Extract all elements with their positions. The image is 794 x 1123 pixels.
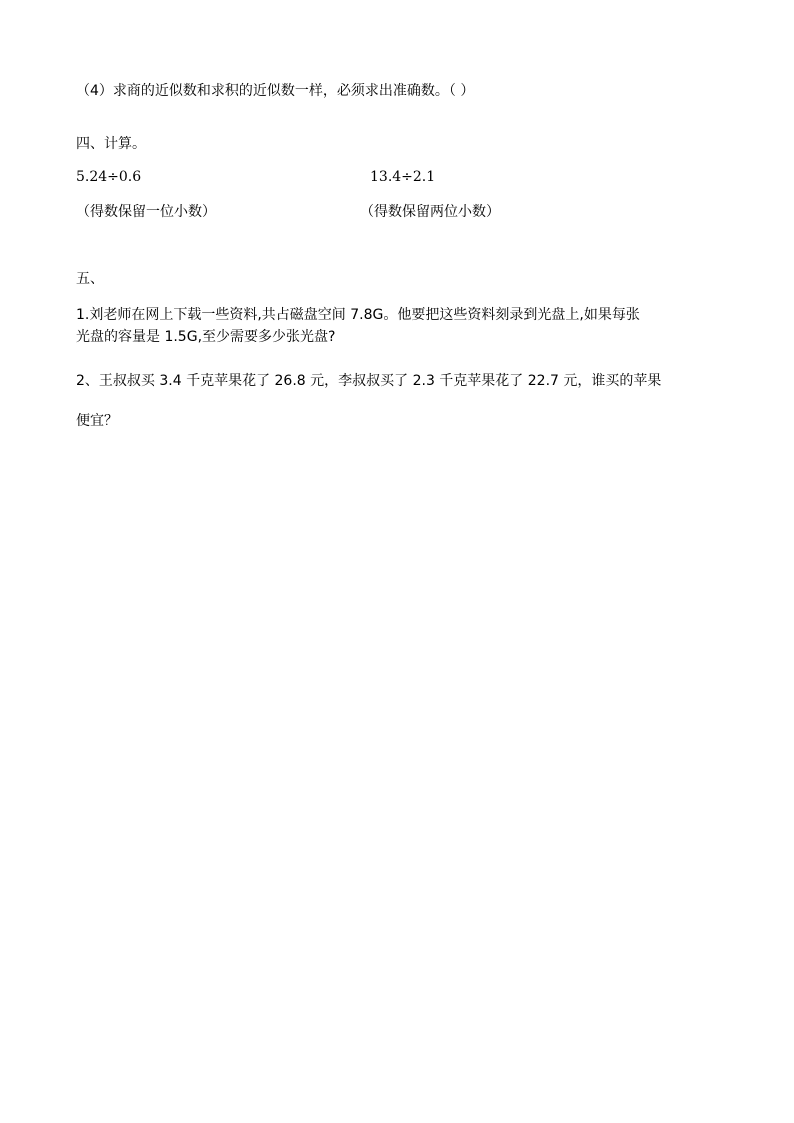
- calc-expression-1: 5.24÷0.6: [76, 169, 142, 185]
- problem-1-line-2: 光盘的容量是 1.5G,至少需要多少张光盘?: [76, 329, 336, 345]
- section-5-title: 五、: [76, 271, 104, 287]
- problem-2-line-2: 便宜？: [76, 413, 118, 429]
- section-4-title: 四、计算。: [76, 136, 146, 152]
- calc-note-2: （得数保留两位小数）: [360, 204, 500, 220]
- judge-item-4: （4）求商的近似数和求积的近似数一样，必须求出准确数。（ ）: [76, 83, 475, 99]
- problem-2-line-1: 2、王叔叔买 3.4 千克苹果花了 26.8 元，李叔叔买了 2.3 千克苹果花了 22.7 元，谁买的苹果: [76, 373, 662, 389]
- problem-1-line-1: 1.刘老师在网上下载一些资料,共占磁盘空间 7.8G。他要把这些资料刻录到光盘上,如果每张: [76, 307, 640, 323]
- calc-expression-2: 13.4÷2.1: [370, 169, 436, 185]
- calc-note-1: （得数保留一位小数）: [76, 204, 216, 220]
